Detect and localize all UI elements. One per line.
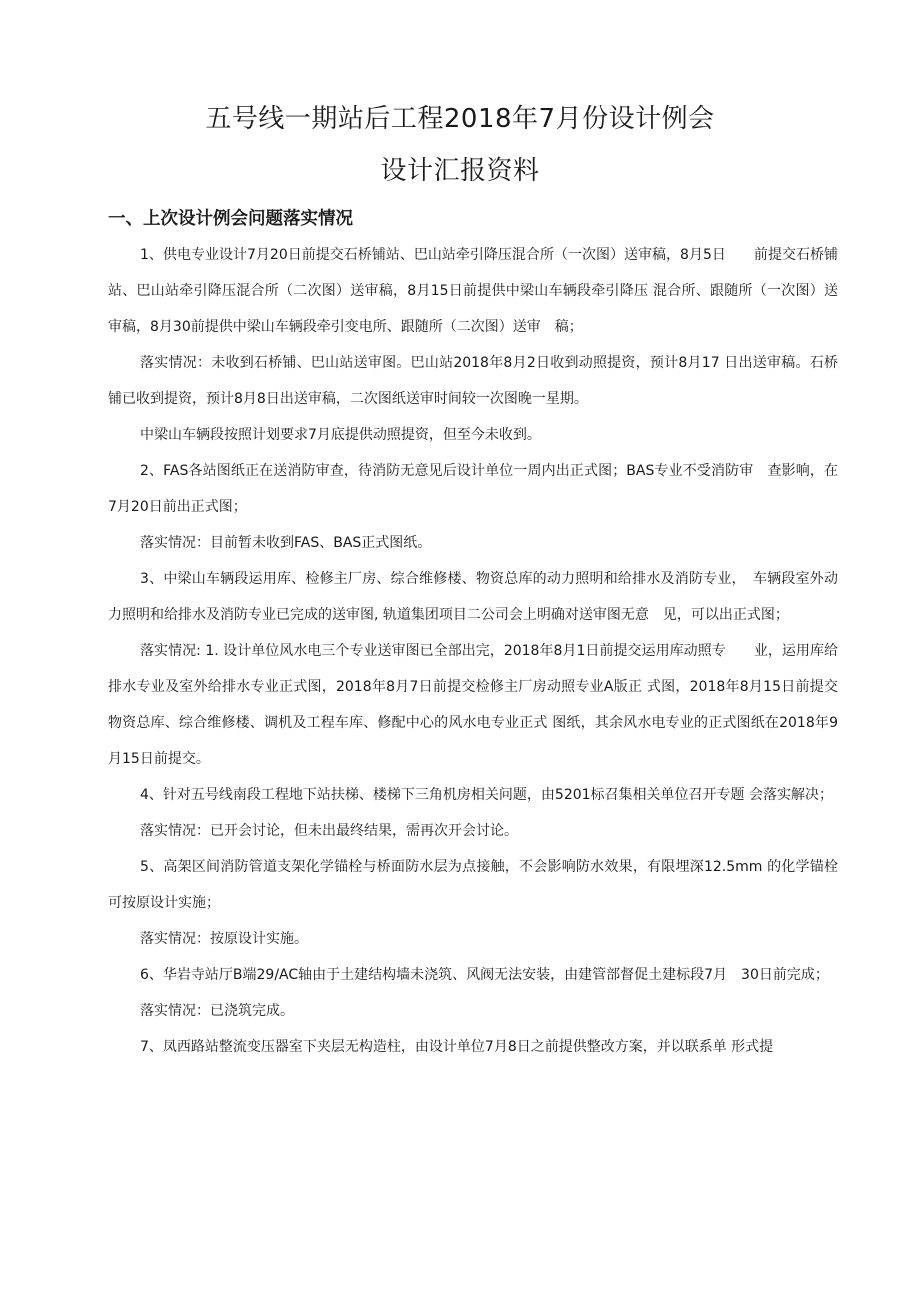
paragraph-6-status: 落实情况：已浇筑完成。 [140, 1003, 294, 1019]
paragraph-5: 5、高架区间消防管道支架化学锚栓与桥面防水层为点接触，不会影响防水效果，有限埋深12.5mm 的化学锚栓可按原设计实施； [108, 859, 838, 911]
paragraph-6: 6、华岩寺站厅B端29/AC轴由于土建结构墙未浇筑、风阀无法安装，由建管部督促土建标段7月 30日前完成； [140, 967, 829, 983]
paragraph-1-note: 中梁山车辆段按照计划要求7月底提供动照提资，但至今未收到。 [140, 427, 541, 443]
paragraph-7: 7、凤西路站整流变压器室下夹层无构造柱，由设计单位7月8日之前提供整改方案，并以联系单 形式提 [140, 1039, 774, 1055]
paragraph-2: 2、FAS各站图纸正在送消防审查，待消防无意见后设计单位一周内出正式图；BAS专业不受消防审 查影响，在7月20日前出正式图； [108, 463, 838, 515]
document-body [108, 237, 838, 1065]
paragraph-3-status: 落实情况: 1. 设计单位风水电三个专业送审图已全部出完，2018年8月1日前提交运用库动照专 业，运用库给排水专业及室外给排水专业正式图，2018年8月7日前提交检修主厂房动照专业A版正 式图，2018年8月15日前提交物资总库、综合维修楼、调机及工程车库、修配中心的风水电专业正式 图纸，其余风水电专业的正式图纸在2018年9月15日前提交。 [108, 643, 838, 767]
paragraph-1-status: 落实情况：未收到石桥铺、巴山站送审图。巴山站2018年8月2日收到动照提资，预计8月17 日出送审稿。石桥铺已收到提资，预计8月8日出送审稿，二次图纸送审时间较一次图晚一星期。 [108, 355, 838, 407]
paragraph-1: 1、供电专业设计7月20日前提交石桥铺站、巴山站牵引降压混合所（一次图）送审稿，8月5日 前提交石桥铺站、巴山站牵引降压混合所（二次图）送审稿，8月15日前提供中梁山车辆段牵引降压 混合所、跟随所（一次图）送审稿，8月30前提供中梁山车辆段牵引变电所、跟随所（二次图）送审 稿； [108, 247, 838, 335]
document-subtitle: 设计汇报资料 [380, 156, 540, 186]
section-heading: 一、上次设计例会问题落实情况 [108, 209, 353, 229]
paragraph-2-status: 落实情况：目前暂未收到FAS、BAS正式图纸。 [140, 535, 432, 551]
paragraph-3: 3、中梁山车辆段运用库、检修主厂房、综合维修楼、物资总库的动力照明和给排水及消防专业， 车辆段室外动力照明和给排水及消防专业已完成的送审图, 轨道集团项目二公司会上明确对送审图无意 见，可以出正式图； [108, 571, 838, 623]
paragraph-5-status: 落实情况：按原设计实施。 [140, 931, 308, 947]
document-title: 五号线一期站后工程2018年7月份设计例会 [205, 104, 715, 134]
paragraph-4: 4、针对五号线南段工程地下站扶梯、楼梯下三角机房相关问题，由5201标召集相关单位召开专题 会落实解决； [140, 787, 833, 803]
paragraph-4-status: 落实情况：已开会讨论，但未出最终结果，需再次开会讨论。 [140, 823, 518, 839]
